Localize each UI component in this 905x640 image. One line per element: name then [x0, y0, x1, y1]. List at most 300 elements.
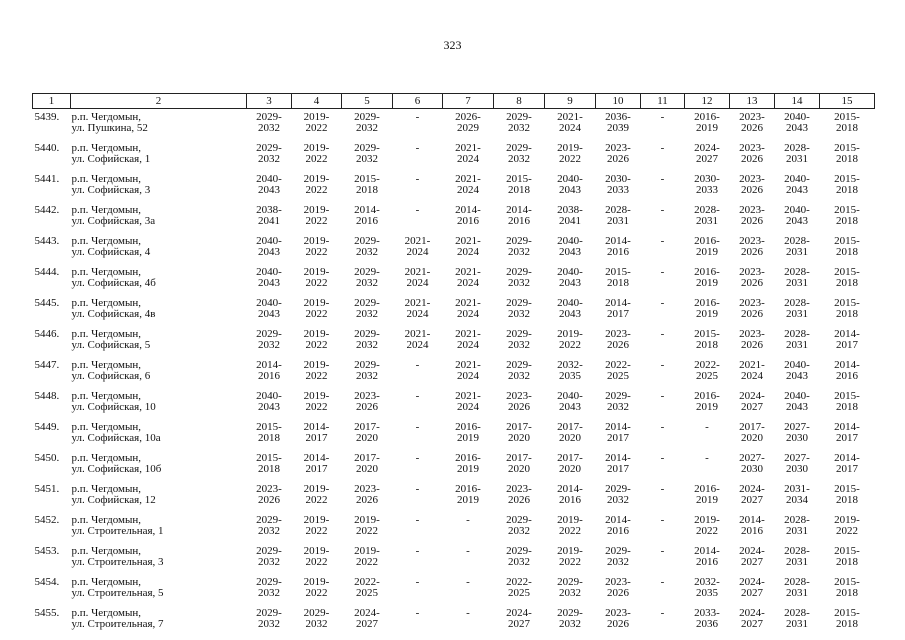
period-cell: -: [660, 545, 665, 557]
column-header-10: 10: [596, 94, 641, 109]
address-locality: р.п. Чегдомын,: [71, 545, 142, 557]
address-locality: р.п. Чегдомын,: [71, 576, 142, 588]
period-cell: 2023- 2026: [506, 483, 532, 506]
period-cell: 2015- 2018: [506, 173, 532, 196]
period-cell: 2040- 2043: [784, 390, 810, 413]
period-cell: 2015- 2018: [834, 483, 860, 506]
address-street: ул. Пушкина, 52: [71, 122, 148, 134]
period-cell: -: [415, 359, 420, 371]
column-header-11: 11: [641, 94, 685, 109]
row-number: 5446.: [34, 328, 60, 340]
period-cell: 2026- 2029: [455, 111, 481, 134]
address-street: ул. Софийская, 3а: [71, 215, 156, 227]
period-cell: 2017- 2020: [354, 452, 380, 475]
period-cell: 2036- 2039: [605, 111, 631, 134]
period-cell: 2028- 2031: [784, 266, 810, 289]
period-cell: 2019- 2022: [694, 514, 720, 537]
period-cell: 2021- 2024: [455, 173, 481, 196]
address-street: ул. Софийская, 5: [71, 339, 151, 351]
period-cell: 2029- 2032: [557, 576, 583, 599]
period-cell: 2029- 2032: [256, 328, 282, 351]
period-cell: 2023- 2026: [739, 111, 765, 134]
period-cell: 2014- 2017: [303, 452, 330, 475]
period-cell: 2019- 2022: [303, 514, 330, 537]
address-locality: р.п. Чегдомын,: [71, 142, 142, 154]
column-header-12: 12: [685, 94, 730, 109]
period-cell: 2021- 2024: [455, 328, 481, 351]
period-cell: 2015- 2018: [834, 297, 860, 320]
column-header-9: 9: [545, 94, 596, 109]
address-street: ул. Строительная, 7: [71, 618, 164, 630]
period-cell: -: [466, 607, 470, 619]
period-cell: 2024- 2027: [506, 607, 532, 630]
period-cell: -: [660, 266, 665, 278]
period-cell: 2019- 2022: [834, 514, 860, 537]
period-cell: 2021- 2024: [455, 390, 481, 413]
address-street: ул. Софийская, 10: [71, 401, 156, 413]
period-cell: 2019- 2022: [303, 545, 330, 568]
period-cell: 2040- 2043: [256, 297, 282, 320]
period-cell: 2029- 2032: [506, 235, 532, 258]
table-row: [33, 326, 875, 357]
period-cell: 2021- 2024: [404, 235, 431, 258]
period-cell: 2014- 2016: [557, 483, 583, 506]
period-cell: 2015- 2018: [834, 173, 860, 196]
period-cell: 2021- 2024: [455, 359, 481, 382]
period-cell: 2017- 2020: [739, 421, 765, 444]
period-cell: 2016- 2019: [694, 297, 720, 320]
period-cell: 2029- 2032: [354, 328, 380, 351]
address-cell: [71, 326, 247, 357]
period-cell: -: [415, 514, 420, 526]
period-cell: 2040- 2043: [256, 266, 282, 289]
period-cell: 2019- 2022: [303, 390, 330, 413]
period-cell: 2024- 2027: [739, 483, 765, 506]
table-row: [33, 574, 875, 605]
address-cell: [71, 140, 247, 171]
period-cell: 2016- 2019: [694, 390, 720, 413]
address-street: ул. Софийская, 4: [71, 246, 151, 258]
table-body: [33, 109, 875, 637]
column-header-3: 3: [247, 94, 292, 109]
address-cell: [71, 419, 247, 450]
period-cell: 2030- 2033: [605, 173, 631, 196]
period-cell: 2028- 2031: [784, 514, 810, 537]
period-cell: 2029- 2032: [354, 266, 380, 289]
period-cell: 2029- 2032: [354, 359, 380, 382]
address-cell: [71, 295, 247, 326]
period-cell: 2021- 2024: [455, 297, 481, 320]
period-cell: -: [660, 390, 665, 402]
period-cell: 2021- 2024: [739, 359, 765, 382]
period-cell: 2015- 2018: [834, 142, 860, 165]
period-cell: 2040- 2043: [557, 266, 583, 289]
period-cell: 2024- 2027: [739, 545, 765, 568]
period-cell: 2021- 2024: [455, 266, 481, 289]
period-cell: -: [660, 452, 665, 464]
period-cell: -: [705, 421, 709, 433]
address-street: ул. Софийская, 10б: [71, 463, 162, 475]
period-cell: 2029- 2032: [605, 545, 631, 568]
address-street: ул. Софийская, 1: [71, 153, 151, 165]
row-number: 5450.: [34, 452, 60, 464]
period-cell: 2016- 2019: [694, 235, 720, 258]
period-cell: 2023- 2026: [739, 142, 765, 165]
period-cell: -: [660, 173, 665, 185]
row-number: 5447.: [34, 359, 60, 371]
column-header-7: 7: [443, 94, 494, 109]
period-cell: 2021- 2024: [404, 297, 431, 320]
address-cell: [71, 543, 247, 574]
row-number: 5449.: [34, 421, 60, 433]
period-cell: 2040- 2043: [256, 390, 282, 413]
period-cell: 2014- 2017: [605, 452, 631, 475]
period-cell: 2029- 2032: [506, 297, 532, 320]
period-cell: 2015- 2018: [834, 111, 860, 134]
period-cell: 2029- 2032: [303, 607, 330, 630]
period-cell: -: [415, 111, 420, 123]
period-cell: 2016- 2019: [694, 266, 720, 289]
period-cell: 2019- 2022: [303, 328, 330, 351]
period-cell: 2019- 2022: [303, 297, 330, 320]
address-cell: [71, 109, 247, 141]
period-cell: 2022- 2025: [605, 359, 631, 382]
period-cell: 2024- 2027: [739, 576, 765, 599]
period-cell: 2029- 2032: [354, 142, 380, 165]
address-cell: [71, 605, 247, 636]
period-cell: 2016- 2019: [455, 452, 481, 475]
period-cell: -: [660, 421, 665, 433]
period-cell: -: [660, 204, 665, 216]
address-cell: [71, 202, 247, 233]
period-cell: 2015- 2018: [834, 607, 860, 630]
period-cell: 2024- 2027: [739, 390, 765, 413]
period-cell: 2040- 2043: [784, 359, 810, 382]
period-cell: 2029- 2032: [256, 514, 282, 537]
period-cell: 2023- 2026: [739, 328, 765, 351]
row-number: 5451.: [34, 483, 60, 495]
row-number: 5448.: [34, 390, 60, 402]
period-cell: 2021- 2024: [455, 235, 481, 258]
period-cell: 2015- 2018: [834, 390, 860, 413]
address-locality: р.п. Чегдомын,: [71, 359, 142, 371]
period-cell: 2038- 2041: [256, 204, 282, 227]
period-cell: -: [660, 111, 665, 123]
row-number: 5452.: [34, 514, 60, 526]
period-cell: 2023- 2026: [354, 390, 380, 413]
period-cell: 2014- 2016: [455, 204, 481, 227]
period-cell: -: [466, 545, 470, 557]
period-cell: 2028- 2031: [784, 235, 810, 258]
period-cell: 2019- 2022: [354, 545, 380, 568]
period-cell: 2015- 2018: [834, 204, 860, 227]
period-cell: 2017- 2020: [354, 421, 380, 444]
address-cell: [71, 264, 247, 295]
column-header-4: 4: [292, 94, 342, 109]
period-cell: 2014- 2016: [354, 204, 380, 227]
period-cell: 2028- 2031: [784, 142, 810, 165]
period-cell: 2014- 2016: [694, 545, 720, 568]
period-cell: 2030- 2033: [694, 173, 720, 196]
period-cell: 2022- 2025: [506, 576, 532, 599]
row-number: 5440.: [34, 142, 60, 154]
period-cell: 2014- 2016: [834, 359, 860, 382]
period-cell: 2014- 2017: [303, 421, 330, 444]
period-cell: 2040- 2043: [784, 173, 810, 196]
table-row: [33, 419, 875, 450]
period-cell: 2029- 2032: [506, 266, 532, 289]
period-cell: 2024- 2027: [694, 142, 720, 165]
address-street: ул. Софийская, 4в: [71, 308, 156, 320]
period-cell: 2029- 2032: [605, 483, 631, 506]
period-cell: 2023- 2026: [739, 297, 765, 320]
address-cell: [71, 512, 247, 543]
period-cell: 2023- 2026: [605, 142, 631, 165]
period-cell: 2015- 2018: [354, 173, 380, 196]
address-street: ул. Софийская, 12: [71, 494, 156, 506]
period-cell: 2028- 2031: [784, 545, 810, 568]
period-cell: -: [466, 514, 470, 526]
table-row: [33, 450, 875, 481]
period-cell: -: [415, 390, 420, 402]
period-cell: 2015- 2018: [256, 421, 282, 444]
period-cell: 2032- 2035: [557, 359, 583, 382]
period-cell: -: [415, 142, 420, 154]
period-cell: 2019- 2022: [303, 576, 330, 599]
period-cell: -: [415, 545, 420, 557]
period-cell: -: [660, 576, 665, 588]
period-cell: 2017- 2020: [506, 421, 532, 444]
period-cell: 2019- 2022: [303, 173, 330, 196]
table-row: [33, 295, 875, 326]
period-cell: 2019- 2022: [557, 545, 583, 568]
row-number: 5444.: [34, 266, 60, 278]
period-cell: 2014- 2017: [834, 328, 860, 351]
period-cell: -: [466, 576, 470, 588]
period-cell: 2019- 2022: [303, 235, 330, 258]
address-locality: р.п. Чегдомын,: [71, 390, 142, 402]
period-cell: 2019- 2022: [557, 142, 583, 165]
period-cell: 2019- 2022: [557, 514, 583, 537]
address-street: ул. Софийская, 10а: [71, 432, 161, 444]
period-cell: 2029- 2032: [354, 235, 380, 258]
address-locality: р.п. Чегдомын,: [71, 607, 142, 619]
period-cell: 2015- 2018: [834, 576, 860, 599]
period-cell: 2015- 2018: [834, 235, 860, 258]
header-row: [33, 94, 875, 109]
period-cell: 2021- 2024: [404, 266, 431, 289]
period-cell: 2015- 2018: [605, 266, 631, 289]
period-cell: 2029- 2032: [506, 142, 532, 165]
period-cell: 2028- 2031: [784, 297, 810, 320]
period-cell: 2029- 2032: [256, 545, 282, 568]
address-cell: [71, 171, 247, 202]
row-number: 5441.: [34, 173, 60, 185]
column-header-15: 15: [820, 94, 875, 109]
table-row: [33, 171, 875, 202]
period-cell: -: [415, 421, 420, 433]
period-cell: 2019- 2022: [303, 359, 330, 382]
period-cell: 2029- 2032: [256, 576, 282, 599]
period-cell: 2019- 2022: [303, 266, 330, 289]
address-locality: р.п. Чегдомын,: [71, 483, 142, 495]
period-cell: 2014- 2016: [605, 514, 631, 537]
period-cell: 2019- 2022: [557, 328, 583, 351]
row-number: 5455.: [34, 607, 60, 619]
period-cell: 2021- 2024: [455, 142, 481, 165]
page-number: 323: [443, 38, 462, 52]
period-cell: 2029- 2032: [506, 514, 532, 537]
period-cell: 2015- 2018: [834, 545, 860, 568]
period-cell: 2029- 2032: [506, 111, 532, 134]
period-cell: 2014- 2016: [605, 235, 631, 258]
period-cell: -: [415, 452, 420, 464]
period-cell: -: [415, 483, 420, 495]
period-cell: -: [705, 452, 709, 464]
period-cell: 2017- 2020: [506, 452, 532, 475]
period-cell: 2040- 2043: [784, 111, 810, 134]
period-cell: 2021- 2024: [404, 328, 431, 351]
table-row: [33, 233, 875, 264]
period-cell: -: [660, 483, 665, 495]
address-street: ул. Строительная, 3: [71, 556, 164, 568]
period-cell: -: [660, 235, 665, 247]
address-street: ул. Софийская, 4б: [71, 277, 156, 289]
period-cell: 2029- 2032: [506, 545, 532, 568]
period-cell: -: [660, 359, 665, 371]
address-locality: р.п. Чегдомын,: [71, 266, 142, 278]
address-locality: р.п. Чегдомын,: [71, 328, 142, 340]
row-number: 5439.: [34, 111, 60, 123]
table-row: [33, 388, 875, 419]
period-cell: -: [660, 607, 665, 619]
period-cell: 2016- 2019: [455, 483, 481, 506]
period-cell: 2019- 2022: [303, 204, 330, 227]
table-row: [33, 605, 875, 636]
period-cell: 2040- 2043: [256, 235, 282, 258]
period-cell: -: [660, 514, 665, 526]
period-cell: 2015- 2018: [834, 266, 860, 289]
column-header-14: 14: [775, 94, 820, 109]
period-cell: 2014- 2016: [739, 514, 765, 537]
period-cell: 2040- 2043: [557, 390, 583, 413]
period-cell: -: [660, 142, 665, 154]
period-cell: 2023- 2026: [739, 266, 765, 289]
address-cell: [71, 357, 247, 388]
address-locality: р.п. Чегдомын,: [71, 452, 142, 464]
period-cell: 2021- 2024: [557, 111, 583, 134]
address-locality: р.п. Чегдомын,: [71, 514, 142, 526]
period-cell: 2040- 2043: [256, 173, 282, 196]
period-cell: 2040- 2043: [557, 297, 583, 320]
period-cell: -: [660, 297, 665, 309]
period-cell: 2023- 2026: [739, 204, 765, 227]
period-cell: 2015- 2018: [694, 328, 720, 351]
address-street: ул. Софийская, 6: [71, 370, 151, 382]
period-cell: 2019- 2022: [303, 483, 330, 506]
row-number: 5443.: [34, 235, 60, 247]
address-street: ул. Строительная, 5: [71, 587, 164, 599]
table-row: [33, 264, 875, 295]
period-cell: 2040- 2043: [557, 235, 583, 258]
column-header-13: 13: [730, 94, 775, 109]
period-cell: -: [415, 607, 420, 619]
row-number: 5442.: [34, 204, 60, 216]
period-cell: 2023- 2026: [506, 390, 532, 413]
address-locality: р.п. Чегдомын,: [71, 204, 142, 216]
period-cell: 2017- 2020: [557, 452, 583, 475]
table-row: [33, 140, 875, 171]
period-cell: 2029- 2032: [256, 607, 282, 630]
period-cell: 2016- 2019: [455, 421, 481, 444]
period-cell: 2029- 2032: [506, 359, 532, 382]
period-cell: 2023- 2026: [605, 576, 631, 599]
table-row: [33, 357, 875, 388]
period-cell: 2028- 2031: [784, 576, 810, 599]
period-cell: 2014- 2017: [605, 421, 631, 444]
period-cell: 2022- 2025: [694, 359, 720, 382]
period-cell: 2014- 2016: [506, 204, 532, 227]
table-row: [33, 512, 875, 543]
period-cell: 2019- 2022: [303, 142, 330, 165]
address-locality: р.п. Чегдомын,: [71, 235, 142, 247]
period-cell: 2033- 2036: [694, 607, 720, 630]
column-header-5: 5: [342, 94, 393, 109]
period-cell: 2023- 2026: [739, 235, 765, 258]
period-cell: -: [415, 173, 420, 185]
period-cell: 2019- 2022: [303, 111, 330, 134]
period-cell: -: [415, 204, 420, 216]
period-cell: 2029- 2032: [557, 607, 583, 630]
period-cell: 2031- 2034: [784, 483, 810, 506]
address-cell: [71, 481, 247, 512]
address-street: ул. Строительная, 1: [71, 525, 164, 537]
table-row: [33, 481, 875, 512]
table-row: [33, 543, 875, 574]
period-cell: 2028- 2031: [784, 328, 810, 351]
address-cell: [71, 388, 247, 419]
column-header-2: 2: [71, 94, 247, 109]
period-cell: 2016- 2019: [694, 483, 720, 506]
period-cell: 2029- 2032: [354, 297, 380, 320]
period-cell: 2029- 2032: [605, 390, 631, 413]
period-cell: 2032- 2035: [694, 576, 720, 599]
address-locality: р.п. Чегдомын,: [71, 173, 142, 185]
period-cell: 2015- 2018: [256, 452, 282, 475]
address-cell: [71, 233, 247, 264]
period-cell: 2028- 2031: [694, 204, 720, 227]
column-header-1: 1: [33, 94, 71, 109]
period-cell: 2028- 2031: [605, 204, 631, 227]
period-cell: 2029- 2032: [354, 111, 380, 134]
period-cell: -: [415, 576, 420, 588]
period-cell: 2014- 2017: [605, 297, 631, 320]
table-row: [33, 202, 875, 233]
period-cell: 2023- 2026: [256, 483, 282, 506]
period-cell: 2029- 2032: [256, 142, 282, 165]
period-cell: 2027- 2030: [784, 421, 810, 444]
column-header-6: 6: [393, 94, 443, 109]
row-number: 5445.: [34, 297, 60, 309]
period-cell: 2024- 2027: [354, 607, 380, 630]
period-cell: 2040- 2043: [784, 204, 810, 227]
period-cell: 2027- 2030: [739, 452, 765, 475]
period-cell: 2014- 2017: [834, 421, 860, 444]
table-row: [33, 109, 875, 141]
period-cell: 2024- 2027: [739, 607, 765, 630]
column-header-8: 8: [494, 94, 545, 109]
period-cell: 2027- 2030: [784, 452, 810, 475]
